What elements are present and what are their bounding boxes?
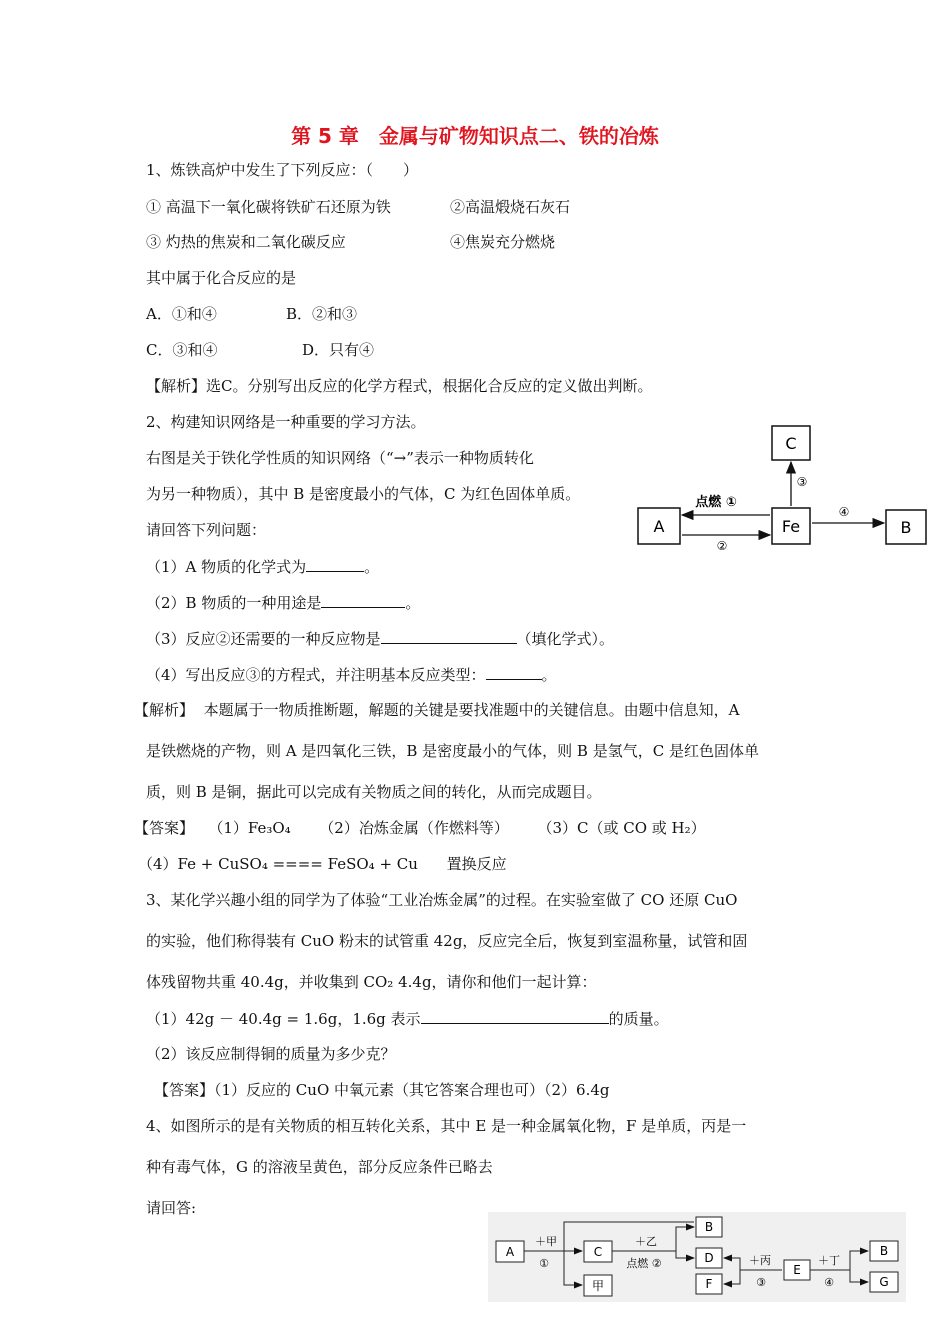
arrow-2-label: ② (716, 539, 728, 550)
analysis-label: 【解析】 (134, 701, 195, 719)
node-fe-label: Fe (781, 517, 801, 536)
answer-3: （3）C（或 CO 或 H₂） (537, 819, 706, 837)
q2-part-4 (146, 664, 557, 685)
q3-part-2: （2）该反应制得铜的质量为多少克？ (146, 1045, 396, 1063)
node-b2-label: B (879, 1244, 889, 1258)
q1-option-1: ① 高温下一氧化碳将铁矿石还原为铁 (146, 198, 391, 216)
q3-stem-1: 3、某化学兴趣小组的同学为了体验“工业冶炼金属”的过程。在实验室做了 CO 还原 CuO (146, 891, 738, 909)
label-plus-ding: ＋丁 (818, 1254, 840, 1267)
label-step-1: ① (539, 1257, 549, 1270)
q2-ask: 请回答下列问题： (146, 521, 267, 539)
label-plus-jia: ＋甲 (535, 1235, 557, 1248)
q1-stem: 1、炼铁高炉中发生了下列反应：（ ） (146, 161, 419, 179)
period: 。 (364, 558, 380, 576)
q1-choice-d: D．只有④ (302, 341, 375, 359)
period: 。 (541, 666, 557, 684)
q4-stem-1: 4、如图所示的是有关物质的相互转化关系，其中 E 是一种金属氧化物，F 是单质，丙是一 (146, 1117, 747, 1135)
answer-blank[interactable] (321, 592, 405, 608)
label-step-3: ③ (756, 1276, 766, 1289)
q3-answer: 【答案】（1）反应的 CuO 中氧元素（其它答案合理也可）（2）6.4g (154, 1081, 610, 1099)
answer-blank[interactable] (381, 628, 517, 644)
label-plus-yi: ＋乙 (635, 1235, 657, 1248)
answer-blank[interactable] (486, 664, 542, 680)
q3-part-1 (146, 1008, 669, 1029)
node-g-label: G (879, 1275, 889, 1289)
q2-part-2-text: （2）B 物质的一种用途是 (146, 594, 322, 612)
arrow-4-label: ④ (838, 505, 850, 519)
q2-part-1 (146, 556, 379, 577)
q1-analysis: 【解析】选C。分别写出反应的化学方程式，根据化合反应的定义做出判断。 (146, 377, 653, 395)
arrow-3-label: ③ (796, 475, 808, 489)
q1-option-4: ④焦炭充分燃烧 (450, 233, 556, 251)
q2-part-3-suffix: （填化学式）。 (516, 630, 615, 648)
analysis-text: 本题属于一物质推断题，解题的关键是要找准题中的关键信息。由题中信息知，A (203, 701, 740, 719)
q2-answer-line-1 (134, 818, 706, 838)
q1-choice-c: C．③和④ (146, 341, 218, 359)
node-c-label: C (593, 1245, 603, 1259)
q2-analysis-3: 质，则 B 是铜，据此可以完成有关物质之间的转化，从而完成题目。 (146, 783, 602, 801)
q4-ask: 请回答: (146, 1199, 197, 1217)
answer-blank[interactable] (306, 556, 364, 572)
q2-stem: 2、构建知识网络是一种重要的学习方法。 (146, 413, 426, 431)
q4-diagram (488, 1212, 906, 1302)
node-c-label: C (785, 434, 797, 453)
answer-4: （4）Fe + CuSO₄ ==== FeSO₄ + Cu (138, 855, 418, 873)
q2-part-3-text: （3）反应②还需要的一种反应物是 (146, 630, 381, 648)
node-a-label: A (505, 1245, 515, 1259)
q2-diagram (634, 424, 930, 550)
label-step-4: ④ (824, 1276, 834, 1289)
node-b-label: B (900, 518, 912, 537)
q1-choice-a: A．①和④ (146, 305, 217, 323)
q1-option-3: ③ 灼热的焦炭和二氧化碳反应 (146, 233, 346, 251)
q2-analysis-2: 是铁燃烧的产物，则 A 是四氧化三铁，B 是密度最小的气体，则 B 是氢气，C 是红色固体单 (146, 742, 759, 760)
node-jia-label: 甲 (591, 1279, 605, 1293)
q1-option-2: ②高温煅烧石灰石 (450, 198, 571, 216)
q2-analysis-1 (134, 700, 739, 720)
q2-part-1-text: （1）A 物质的化学式为 (146, 558, 307, 576)
answer-2: （2）冶炼金属（作燃料等） (319, 819, 509, 837)
q2-desc-2: 为另一种物质），其中 B 是密度最小的气体，C 为红色固体单质。 (146, 485, 581, 503)
q2-part-3 (146, 628, 614, 649)
q2-part-2 (146, 592, 420, 613)
q1-choice-b: B．②和③ (286, 305, 358, 323)
node-b1-label: B (704, 1220, 714, 1234)
node-e-label: E (793, 1263, 801, 1277)
arrow-1-label: 点燃 ① (695, 495, 737, 510)
answer-1: （1）Fe₃O₄ (208, 819, 291, 837)
q2-answer-line-2 (138, 854, 507, 874)
node-f-label: F (705, 1277, 713, 1291)
page-title: 第 5 章 金属与矿物知识点二、铁的冶炼 (291, 124, 659, 148)
answer-blank[interactable] (421, 1008, 609, 1024)
q1-ask: 其中属于化合反应的是 (146, 269, 297, 287)
q3-stem-3: 体残留物共重 40.4g，并收集到 CO₂ 4.4g，请你和他们一起计算： (146, 973, 597, 991)
answer-label: 【答案】 (134, 819, 195, 837)
q3-part-1-suffix: 的质量。 (608, 1010, 669, 1028)
q2-part-4-text: （4）写出反应③的方程式，并注明基本反应类型： (146, 666, 486, 684)
q4-stem-2: 种有毒气体，G 的溶液呈黄色，部分反应条件已略去 (146, 1158, 493, 1176)
period: 。 (405, 594, 421, 612)
label-step-2: 点燃 ② (626, 1257, 662, 1270)
answer-4-type: 置换反应 (446, 855, 507, 873)
q3-stem-2: 的实验，他们称得装有 CuO 粉末的试管重 42g，反应完全后，恢复到室温称量，试管和固 (146, 932, 748, 950)
node-a-label: A (653, 517, 665, 536)
q3-part-1-text: （1）42g － 40.4g = 1.6g，1.6g 表示 (146, 1010, 421, 1028)
node-d-label: D (704, 1251, 714, 1265)
q2-desc-1: 右图是关于铁化学性质的知识网络（“→”表示一种物质转化 (146, 449, 534, 467)
label-plus-bing: ＋丙 (749, 1254, 771, 1267)
